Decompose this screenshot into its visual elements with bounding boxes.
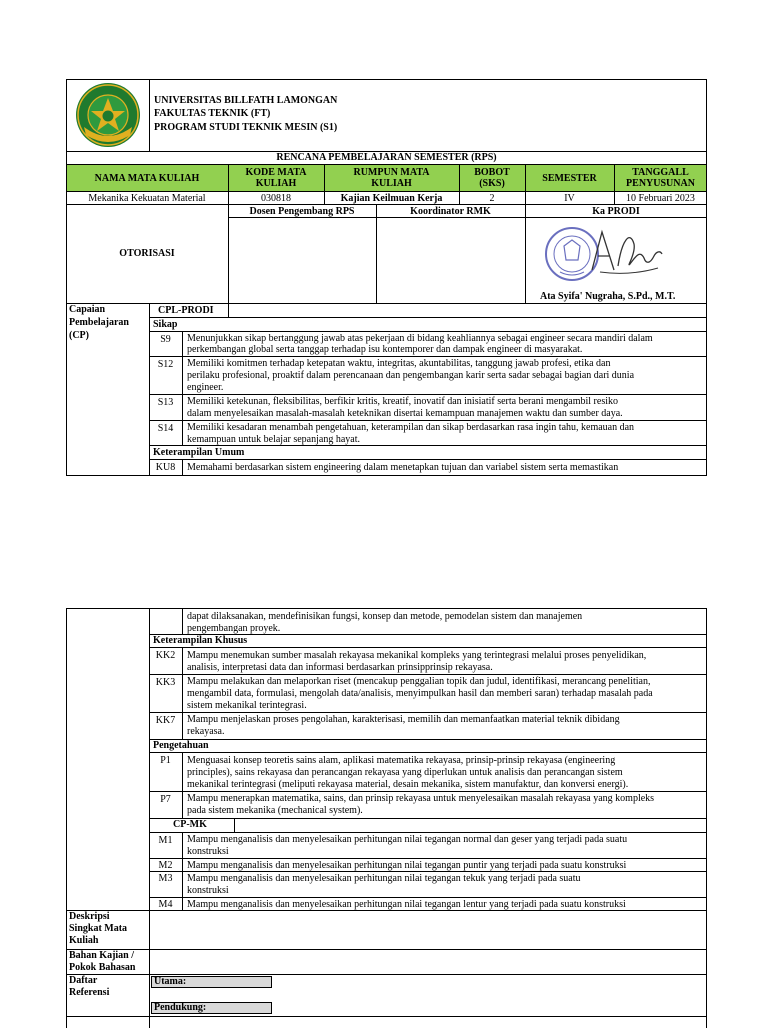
kk3-text-2: mengambil data, formulasi, mengolah data/analisis, menyimpulkan hasil dan memberi saran) terhadap masalah pada [187,688,653,699]
kk2-code: KK2 [155,650,176,661]
value-kode: 030818 [261,193,291,204]
otorisasi-label: OTORISASI [119,248,175,259]
p7-text-1: Mampu menerapkan matematika, sains, dan prinsip rekayasa untuk menyelesaikan masalah rekayasa yang kompleks [187,793,655,804]
kk3-text-1: Mampu melakukan dan melaporkan riset (mencakup penggalian topik dan judul, identifikasi, merancang penelitian, [187,676,651,687]
cpl-prodi-label: CPL-PRODI [158,305,214,316]
kk7-text-2: rekayasa. [187,726,225,737]
header-kode-2: KULIAH [255,178,297,189]
m3-code: M3 [158,873,173,884]
m2-code: M2 [158,860,173,871]
faculty-name: FAKULTAS TEKNIK (FT) [154,108,271,119]
cp-label-1: Capaian [69,304,106,315]
kk2-text-2: analisis, interpretasi data dan informasi berdasarkan prinsipprinsip rekayasa. [187,662,493,673]
referensi-label-2: Referensi [69,987,110,998]
s13-text-2: dalam menyelesaikan masalah-masalah keteknikan disertai kemampuan manajemen waktu dan sumber daya. [187,408,623,419]
value-bobot: 2 [489,193,495,204]
m1-text-1: Mampu menganalisis dan menyelesaikan perhitungan nilai tegangan normal dan geser yang terjadi pada suatu [187,834,628,845]
s14-text-2: kemampuan untuk belajar sepanjang hayat. [187,434,360,445]
p1-text-1: Menguasai konsep teoretis sains alam, aplikasi matematika rekayasa, prinsip-prinsip rekayasa (engineering [187,755,616,766]
m2-text-1: Mampu menganalisis dan menyelesaikan perhitungan nilai tegangan puntir yang terjadi pada suatu konstruksi [187,860,627,871]
university-name: UNIVERSITAS BILLFATH LAMONGAN [154,95,338,106]
deskripsi-label-1: Deskripsi [69,911,110,922]
ket-umum-heading: Keterampilan Umum [153,447,245,458]
s13-code: S13 [157,397,174,408]
s14-text-1: Memiliki kesadaran menambah pengetahuan, keterampilan dan sikap berdasarkan rasa ingin tahu, kemauan dan [187,422,635,433]
ku8-text-3: pengembangan proyek. [187,623,281,634]
rps-title: RENCANA PEMBELAJARAN SEMESTER (RPS) [276,152,497,163]
s12-text-2: perilaku profesional, proaktif dalam perencanaan dan pengembangan karir serta sadar sebagai bagian dari dunia [187,370,635,381]
ku8-text-1: Memahami berdasarkan sistem engineering dalam menetapkan tujuan dan variabel sistem serta memastikan [187,462,619,473]
header-bobot-1: BOBOT [474,167,510,178]
kaprodi-stamp-signature [540,220,670,290]
m1-text-2: konstruksi [187,846,229,857]
value-nama-mk: Mekanika Kekuatan Material [88,193,206,204]
p7-text-2: pada sistem mekanika (mechanical system). [187,805,363,816]
cp-label-3: (CP) [69,330,89,341]
deskripsi-label-3: Kuliah [69,935,99,946]
koordinator-rmk-label: Koordinator RMK [410,206,491,217]
value-rumpun: Kajian Keilmuan Kerja [340,193,443,204]
value-tanggal: 10 Februari 2023 [626,193,695,204]
s9-text-2: perkembangan global serta tanggap terhadap isu kontemporer dan dampak engineer di masyarakat. [187,344,583,355]
header-kode-1: KODE MATA [245,167,307,178]
s14-code: S14 [157,423,174,434]
ket-khusus-heading: Keterampilan Khusus [153,635,248,646]
bahan-label-1: Bahan Kajian / [69,950,135,961]
header-tanggal-1: TANGGALL [632,167,689,178]
kk2-text-1: Mampu menemukan sumber masalah rekayasa mekanikal kompleks yang terintegrasi melalui proses penyelidikan, [187,650,647,661]
deskripsi-label-2: Singkat Mata [69,923,128,934]
header-rumpun-1: RUMPUN MATA [353,167,430,178]
m4-code: M4 [158,899,173,910]
p1-text-2: principles), sains rekayasa dan perancangan rekayasa yang diperlukan untuk analisis dan perancangan sistem [187,767,623,778]
program-name: PROGRAM STUDI TEKNIK MESIN (S1) [154,122,338,133]
kk3-text-3: sistem mekanikal terintegrasi. [187,700,307,711]
kk7-text-1: Mampu menjelaskan proses pengolahan, karakterisasi, memilih dan memanfaatkan material teknik dibidang [187,714,620,725]
header-nama-mk: NAMA MATA KULIAH [94,173,200,184]
s12-text-3: engineer. [187,382,224,393]
m1-code: M1 [158,835,173,846]
s12-code: S12 [157,359,174,370]
kk7-code: KK7 [155,715,176,726]
p1-code: P1 [160,755,171,766]
s13-text-1: Memiliki ketekunan, fleksibilitas, berfikir kritis, kreatif, inovatif dan inisiatif serta berani mengambil resiko [187,396,618,407]
header-bobot-2: (SKS) [479,178,505,189]
cpmk-heading: CP-MK [173,819,207,830]
kaprodi-name: Ata Syifa' Nugraha, S.Pd., M.T. [540,291,676,302]
cp-label-2: Pembelajaran [69,317,129,328]
s9-code: S9 [160,334,171,345]
s12-text-1: Memiliki komitmen terhadap ketepatan waktu, integritas, akuntabilitas, tanggung jawab profesi, etika dan [187,358,611,369]
pengetahuan-heading: Pengetahuan [153,740,209,751]
ku8-text-2: dapat dilaksanakan, mendefinisikan fungsi, konsep dan metode, pemodelan sistem dan manajemen [187,611,583,622]
sikap-heading: Sikap [153,319,178,330]
header-semester: SEMESTER [542,173,597,184]
ku8-code: KU8 [155,462,176,473]
m4-text-1: Mampu menganalisis dan menyelesaikan perhitungan nilai tegangan lentur yang terjadi pada suatu konstruksi [187,899,626,910]
m3-text-2: konstruksi [187,885,229,896]
pendukung-label: Pendukung: [154,1002,207,1013]
p7-code: P7 [160,794,171,805]
kk3-code: KK3 [155,677,176,688]
bahan-label-2: Pokok Bahasan [69,962,136,973]
header-rumpun-2: KULIAH [371,178,412,189]
m3-text-1: Mampu menganalisis dan menyelesaikan perhitungan nilai tegangan tekuk yang terjadi pada suatu [187,873,581,884]
university-logo [70,81,146,149]
p1-text-3: mekanikal terintegrasi (meliputi rekayasa material, desain mekanika, sistem manufaktur, dan konversi energi). [187,779,629,790]
value-semester: IV [564,193,575,204]
s9-text-1: Menunjukkan sikap bertanggung jawab atas pekerjaan di bidang keahliannya sebagai engineer secara mandiri dalam [187,333,653,344]
utama-label: Utama: [154,976,187,987]
referensi-label-1: Daftar [69,975,98,986]
dosen-pengembang-label: Dosen Pengembang RPS [249,206,355,217]
kaprodi-label: Ka PRODI [592,206,640,217]
header-tanggal-2: PENYUSUNAN [626,178,695,189]
